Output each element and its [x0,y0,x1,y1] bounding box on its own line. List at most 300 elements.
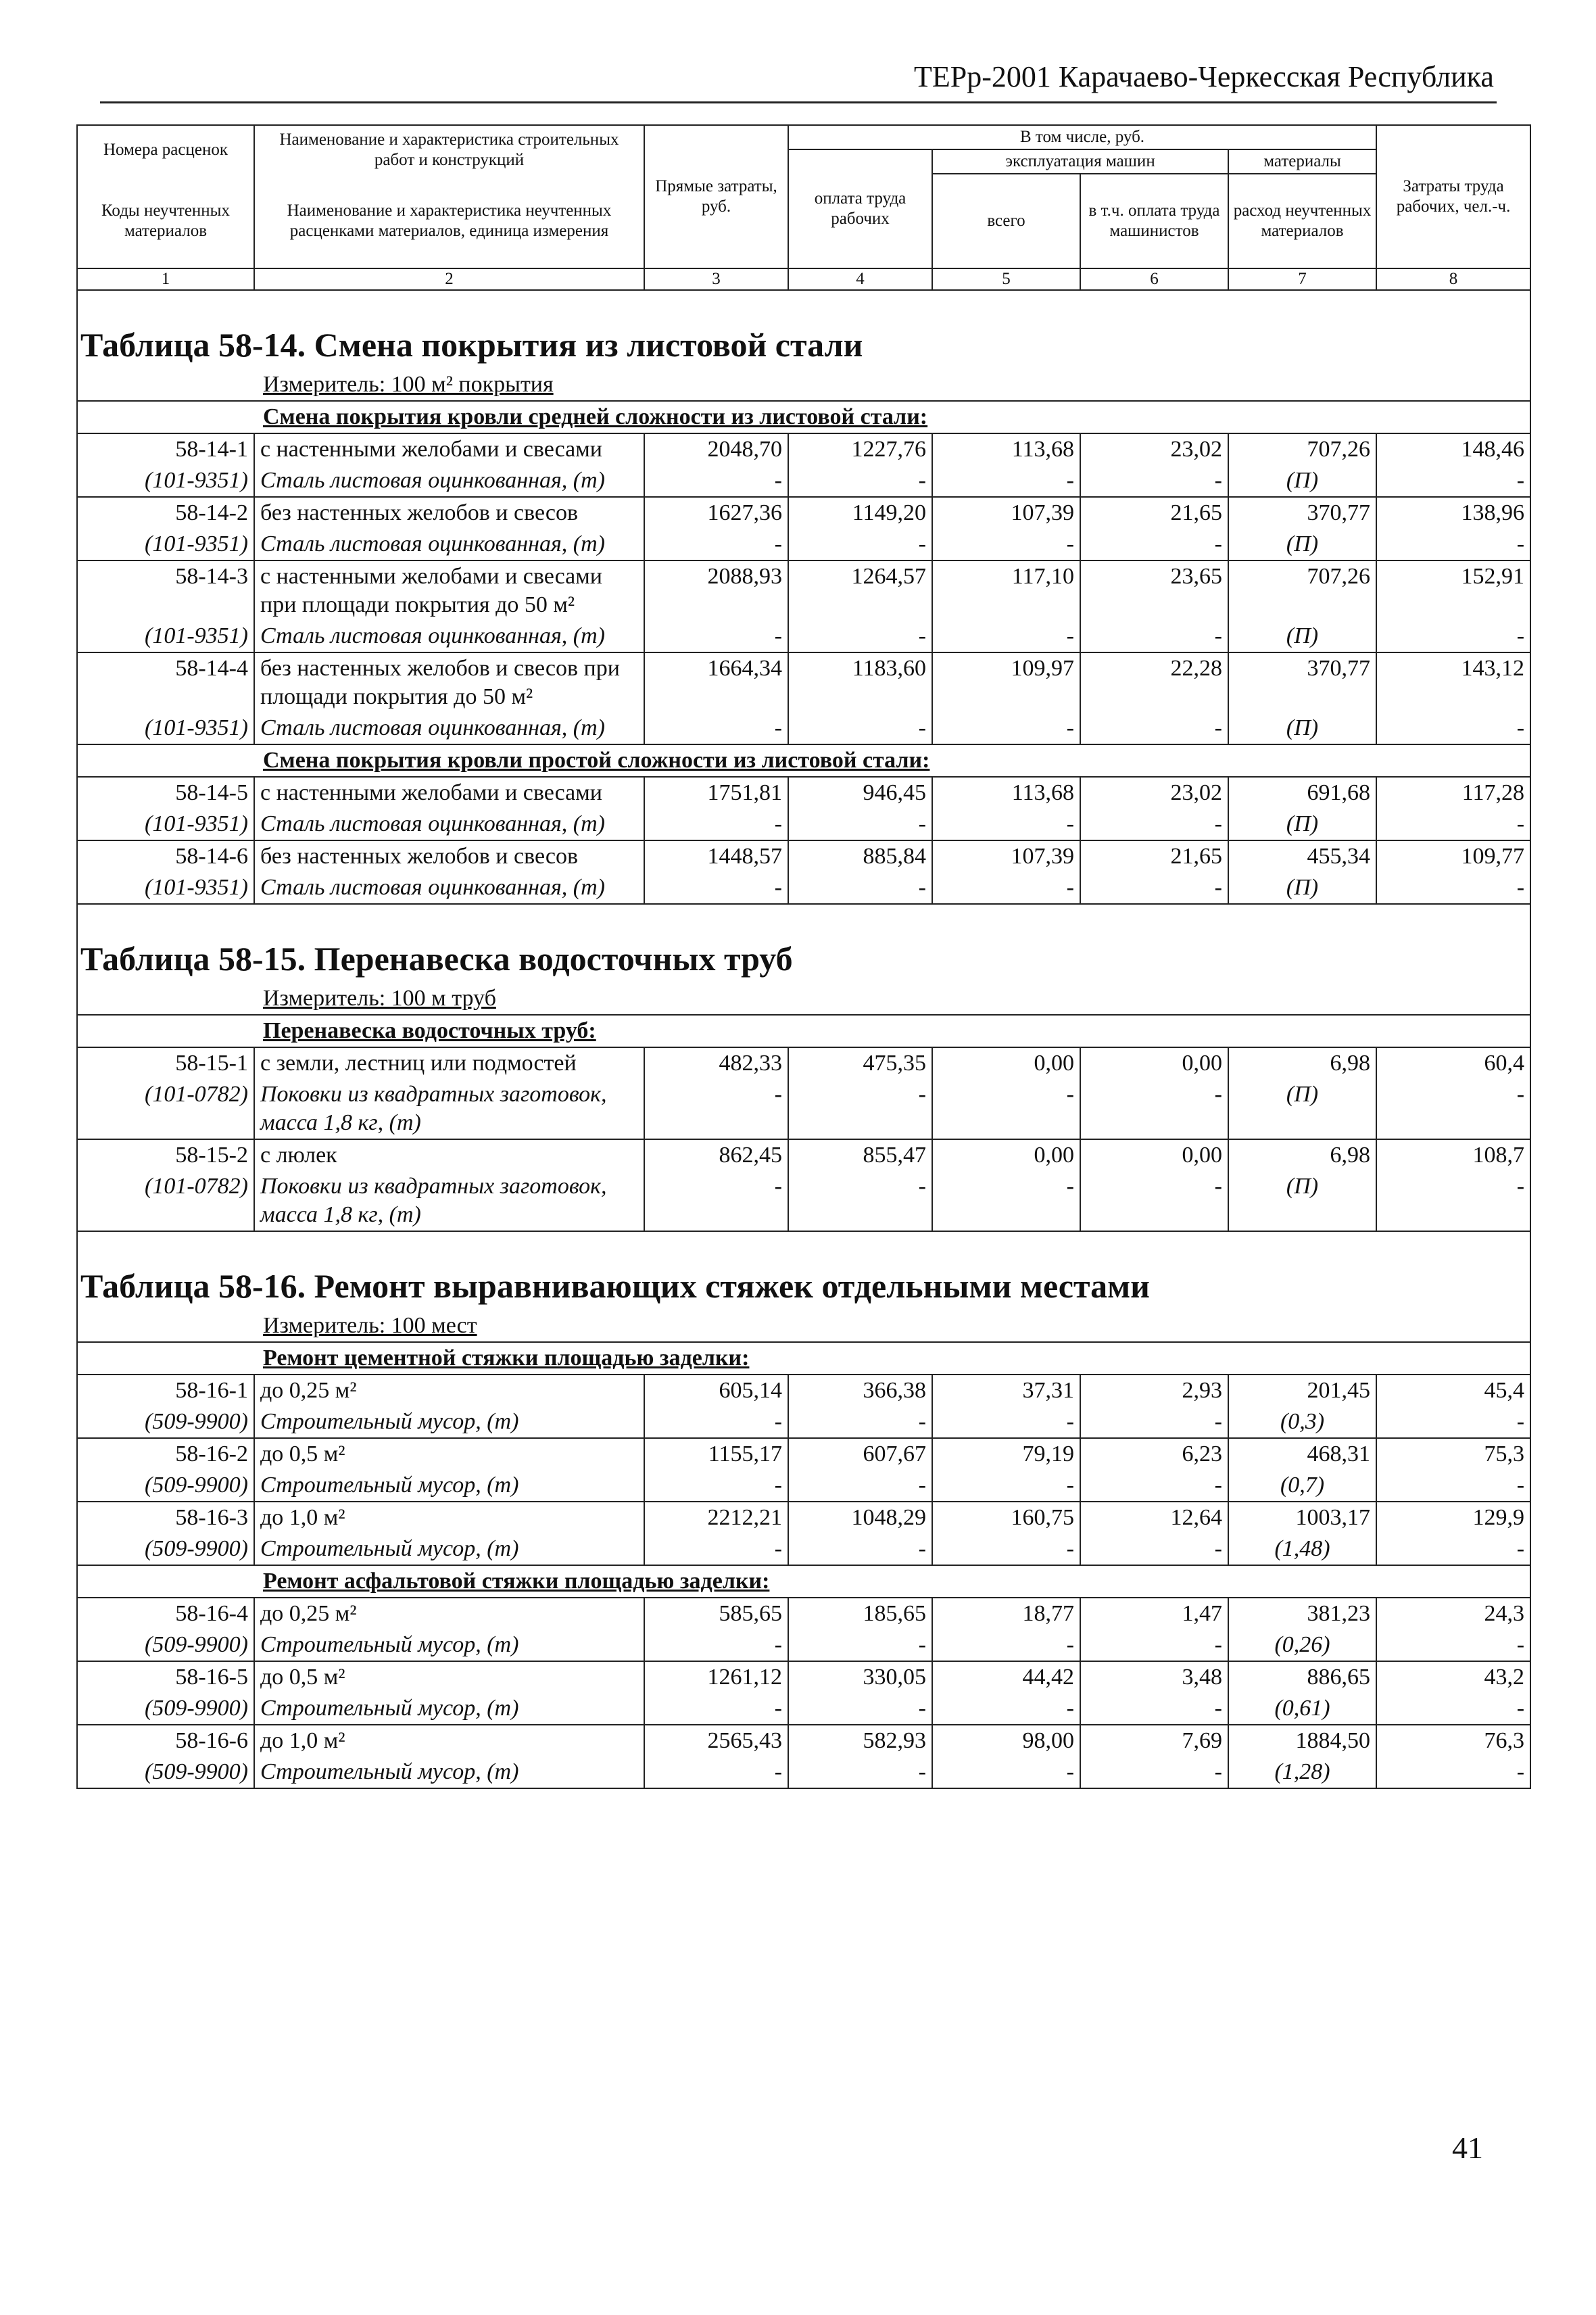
material-name: Сталь листовая оцинкованная, (т) [254,713,644,744]
material-direct: - [644,621,788,652]
rate-row [77,433,1530,465]
page-number: 41 [1452,2130,1483,2165]
material-direct: - [644,872,788,904]
rate-materials: 1003,17 [1228,1502,1376,1533]
rate-machines: 109,97 [932,652,1080,713]
rate-labor: 582,93 [788,1725,932,1757]
material-code: (101-9351) [77,621,254,652]
rate-labor: 946,45 [788,777,932,809]
rate-direct: 2088,93 [644,560,788,621]
section-heading-cell [77,1565,1530,1598]
col-number: 1 [77,268,254,290]
material-name: Строительный мусор, (т) [254,1470,644,1502]
rate-materials: 1884,50 [1228,1725,1376,1757]
rate-direct: 1448,57 [644,840,788,872]
section-heading: Ремонт асфальтовой стяжки площадью заделки: [263,1569,770,1594]
section-heading-row [77,1342,1530,1375]
rate-labor: 1264,57 [788,560,932,621]
rate-materials: 6,98 [1228,1139,1376,1171]
material-direct: - [644,465,788,497]
material-code: (509-9900) [77,1693,254,1725]
rate-labor-hours: 43,2 [1376,1661,1530,1693]
rate-machines: 0,00 [932,1047,1080,1079]
material-consumption: (П) [1228,465,1376,497]
rate-labor: 475,35 [788,1047,932,1079]
material-machines: - [932,1406,1080,1438]
rate-labor-hours: 143,12 [1376,652,1530,713]
material-labor: - [788,1533,932,1565]
rate-machines-labor: 3,48 [1080,1661,1228,1693]
rate-machines-labor: 12,64 [1080,1502,1228,1533]
table-unit: Измеритель: 100 мест [263,1313,477,1338]
rate-labor: 885,84 [788,840,932,872]
material-row [77,529,1530,560]
rate-machines: 113,68 [932,433,1080,465]
material-direct: - [644,1171,788,1231]
material-consumption: (П) [1228,1079,1376,1139]
material-consumption: (П) [1228,713,1376,744]
material-name: Строительный мусор, (т) [254,1406,644,1438]
rate-direct: 1627,36 [644,497,788,529]
material-consumption: (0,26) [1228,1629,1376,1661]
header-rule [100,101,1497,103]
material-row [77,621,1530,652]
table-unit: Измеритель: 100 м² покрытия [263,372,554,397]
col-number: 2 [254,268,644,290]
material-consumption: (0,3) [1228,1406,1376,1438]
material-labor-hours: - [1376,1470,1530,1502]
table-unit-row [77,1310,1530,1342]
material-code: (509-9900) [77,1470,254,1502]
material-machines-labor: - [1080,1079,1228,1139]
rate-direct: 482,33 [644,1047,788,1079]
rate-labor-hours: 60,4 [1376,1047,1530,1079]
rate-name: без настенных желобов и свесов при площади покрытия до 50 м² [254,652,644,713]
material-name: Сталь листовая оцинкованная, (т) [254,621,644,652]
rate-materials: 201,45 [1228,1375,1376,1406]
rate-row [77,840,1530,872]
col-labor-pay: оплата труда рабочих [788,149,932,268]
rate-row [77,1502,1530,1533]
material-machines-labor: - [1080,713,1228,744]
rate-labor: 1048,29 [788,1502,932,1533]
col-labor-cost: Затраты труда рабочих, чел.-ч. [1376,125,1530,268]
rate-code: 58-16-4 [77,1598,254,1629]
rate-row [77,1725,1530,1757]
rate-code: 58-16-2 [77,1438,254,1470]
material-code: (101-9351) [77,465,254,497]
rate-machines: 18,77 [932,1598,1080,1629]
material-consumption: (1,28) [1228,1757,1376,1788]
rate-machines: 0,00 [932,1139,1080,1171]
rate-machines-labor: 21,65 [1080,497,1228,529]
material-machines: - [932,809,1080,840]
material-labor-hours: - [1376,713,1530,744]
rate-row [77,652,1530,713]
material-name: Сталь листовая оцинкованная, (т) [254,465,644,497]
material-direct: - [644,1629,788,1661]
rate-materials: 370,77 [1228,652,1376,713]
rate-code: 58-15-1 [77,1047,254,1079]
section-heading: Перенавеска водосточных труб: [263,1018,596,1043]
material-code: (101-9351) [77,872,254,904]
material-name: Сталь листовая оцинкованная, (т) [254,809,644,840]
section-heading-row [77,1565,1530,1598]
rate-materials: 6,98 [1228,1047,1376,1079]
rate-labor: 1183,60 [788,652,932,713]
rate-labor: 1227,76 [788,433,932,465]
material-machines: - [932,1171,1080,1231]
rate-row [77,1661,1530,1693]
material-row [77,1533,1530,1565]
section-heading-cell [77,744,1530,777]
rate-name: с настенными желобами и свесами [254,777,644,809]
rate-name: с настенными желобами и свесами при площади покрытия до 50 м² [254,560,644,621]
rate-row [77,560,1530,621]
material-machines: - [932,621,1080,652]
rate-labor-hours: 117,28 [1376,777,1530,809]
col-number: 8 [1376,268,1530,290]
material-row [77,1693,1530,1725]
material-consumption: (П) [1228,529,1376,560]
section-heading-cell [77,1342,1530,1375]
material-row [77,809,1530,840]
rate-code: 58-16-5 [77,1661,254,1693]
material-direct: - [644,1533,788,1565]
material-labor-hours: - [1376,809,1530,840]
material-consumption: (0,61) [1228,1693,1376,1725]
table-unit: Измеритель: 100 м труб [263,986,496,1011]
col-materials-unaccounted: расход неучтенных материалов [1228,174,1376,268]
material-row [77,465,1530,497]
rate-code: 58-15-2 [77,1139,254,1171]
rate-materials: 691,68 [1228,777,1376,809]
material-labor-hours: - [1376,1171,1530,1231]
material-labor: - [788,1693,932,1725]
rate-machines: 98,00 [932,1725,1080,1757]
section-heading: Смена покрытия кровли простой сложности из листовой стали: [263,748,930,773]
rate-name: без настенных желобов и свесов [254,497,644,529]
material-machines-labor: - [1080,1406,1228,1438]
material-machines: - [932,1533,1080,1565]
rate-machines: 44,42 [932,1661,1080,1693]
rate-name: с настенными желобами и свесами [254,433,644,465]
material-consumption: (0,7) [1228,1470,1376,1502]
section-heading-cell [77,401,1530,433]
rate-name: до 0,25 м² [254,1598,644,1629]
rate-name: до 0,5 м² [254,1438,644,1470]
rate-labor: 330,05 [788,1661,932,1693]
rate-direct: 2048,70 [644,433,788,465]
material-labor-hours: - [1376,1406,1530,1438]
rate-labor: 855,47 [788,1139,932,1171]
table-unit-cell [77,369,1530,401]
table-title-row [77,904,1530,983]
material-labor-hours: - [1376,529,1530,560]
material-machines-labor: - [1080,1629,1228,1661]
material-direct: - [644,1757,788,1788]
section-heading-cell [77,1015,1530,1047]
material-row [77,713,1530,744]
material-direct: - [644,529,788,560]
material-labor: - [788,713,932,744]
rate-direct: 2212,21 [644,1502,788,1533]
table-title: Таблица 58-16. Ремонт выравнивающих стяжек отдельными местами [77,1231,1530,1310]
material-row [77,872,1530,904]
rate-labor-hours: 76,3 [1376,1725,1530,1757]
rate-machines-labor: 6,23 [1080,1438,1228,1470]
rate-name: с земли, лестниц или подмостей [254,1047,644,1079]
rate-name: до 0,25 м² [254,1375,644,1406]
rate-materials: 886,65 [1228,1661,1376,1693]
rate-code: 58-14-5 [77,777,254,809]
material-machines-labor: - [1080,621,1228,652]
material-name: Сталь листовая оцинкованная, (т) [254,872,644,904]
rate-labor: 366,38 [788,1375,932,1406]
rate-direct: 1664,34 [644,652,788,713]
rate-row [77,1598,1530,1629]
material-consumption: (П) [1228,872,1376,904]
rate-direct: 862,45 [644,1139,788,1171]
table-title-row [77,290,1530,369]
table-unit-row [77,983,1530,1015]
rate-machines-labor: 0,00 [1080,1139,1228,1171]
table-unit-cell [77,1310,1530,1342]
rate-materials: 707,26 [1228,560,1376,621]
material-row [77,1470,1530,1502]
material-machines: - [932,1629,1080,1661]
material-labor: - [788,465,932,497]
material-row [77,1629,1530,1661]
material-direct: - [644,1406,788,1438]
material-name: Поковки из квадратных заготовок, масса 1,8 кг, (т) [254,1171,644,1231]
material-machines-labor: - [1080,529,1228,560]
material-code: (101-9351) [77,809,254,840]
rate-code: 58-14-4 [77,652,254,713]
material-row [77,1757,1530,1788]
material-name: Строительный мусор, (т) [254,1533,644,1565]
rate-row [77,497,1530,529]
material-labor: - [788,1406,932,1438]
rate-machines-labor: 2,93 [1080,1375,1228,1406]
material-consumption: (1,48) [1228,1533,1376,1565]
material-machines-labor: - [1080,1533,1228,1565]
rate-direct: 1751,81 [644,777,788,809]
material-code: (509-9900) [77,1757,254,1788]
col-number: 5 [932,268,1080,290]
col-number: 4 [788,268,932,290]
material-labor: - [788,1757,932,1788]
material-machines: - [932,1470,1080,1502]
material-machines-labor: - [1080,872,1228,904]
col-materials: материалы [1228,149,1376,174]
material-machines: - [932,1693,1080,1725]
material-consumption: (П) [1228,809,1376,840]
header-row-1 [77,125,1530,149]
rate-direct: 1155,17 [644,1438,788,1470]
rate-labor: 1149,20 [788,497,932,529]
section-heading: Смена покрытия кровли средней сложности из листовой стали: [263,404,928,429]
rate-direct: 605,14 [644,1375,788,1406]
rate-row [77,1375,1530,1406]
material-labor: - [788,529,932,560]
col-incl: В том числе, руб. [788,125,1376,149]
material-labor: - [788,1171,932,1231]
material-direct: - [644,1079,788,1139]
col-direct: Прямые затраты, руб. [644,125,788,268]
material-machines-labor: - [1080,1693,1228,1725]
col-number: 7 [1228,268,1376,290]
rate-row [77,1438,1530,1470]
col-code-top: Номера расценок [77,125,254,174]
rate-labor-hours: 75,3 [1376,1438,1530,1470]
rate-machines-labor: 7,69 [1080,1725,1228,1757]
col-machines-total: всего [932,174,1080,268]
rate-code: 58-14-2 [77,497,254,529]
rate-labor-hours: 152,91 [1376,560,1530,621]
material-machines: - [932,713,1080,744]
rate-labor-hours: 45,4 [1376,1375,1530,1406]
rate-machines: 107,39 [932,840,1080,872]
material-labor-hours: - [1376,1629,1530,1661]
material-labor-hours: - [1376,872,1530,904]
table-unit-row [77,369,1530,401]
section-heading-row [77,401,1530,433]
material-name: Поковки из квадратных заготовок, масса 1,8 кг, (т) [254,1079,644,1139]
rate-code: 58-16-3 [77,1502,254,1533]
rate-machines-labor: 21,65 [1080,840,1228,872]
rate-machines-labor: 23,02 [1080,777,1228,809]
material-labor: - [788,1629,932,1661]
rate-materials: 455,34 [1228,840,1376,872]
material-code: (101-9351) [77,713,254,744]
rate-direct: 2565,43 [644,1725,788,1757]
rate-materials: 468,31 [1228,1438,1376,1470]
material-labor: - [788,621,932,652]
rate-code: 58-14-6 [77,840,254,872]
rate-machines: 113,68 [932,777,1080,809]
rate-machines-labor: 1,47 [1080,1598,1228,1629]
col-number: 6 [1080,268,1228,290]
rate-labor-hours: 148,46 [1376,433,1530,465]
material-row [77,1079,1530,1139]
material-direct: - [644,1693,788,1725]
material-code: (101-9351) [77,529,254,560]
material-code: (509-9900) [77,1629,254,1661]
rate-name: до 0,5 м² [254,1661,644,1693]
rate-labor-hours: 138,96 [1376,497,1530,529]
material-machines: - [932,1757,1080,1788]
rate-machines: 37,31 [932,1375,1080,1406]
page-header: ТЕРр-2001 Карачаево-Черкесская Республика [914,60,1494,93]
rate-name: с люлек [254,1139,644,1171]
section-heading-row [77,744,1530,777]
material-labor-hours: - [1376,1079,1530,1139]
material-machines-labor: - [1080,1171,1228,1231]
section-heading: Ремонт цементной стяжки площадью заделки: [263,1345,750,1370]
col-machines-labor: в т.ч. оплата труда машинистов [1080,174,1228,268]
rate-materials: 370,77 [1228,497,1376,529]
rate-code: 58-14-3 [77,560,254,621]
rate-name: без настенных желобов и свесов [254,840,644,872]
material-direct: - [644,809,788,840]
rate-machines-labor: 23,02 [1080,433,1228,465]
table-title-row [77,1231,1530,1310]
section-heading-row [77,1015,1530,1047]
col-name-bottom: Наименование и характеристика неучтенных расценками материалов, единица измерения [254,174,644,268]
material-machines-labor: - [1080,465,1228,497]
material-machines: - [932,465,1080,497]
material-name: Строительный мусор, (т) [254,1629,644,1661]
material-machines: - [932,1079,1080,1139]
material-labor-hours: - [1376,1533,1530,1565]
material-consumption: (П) [1228,1171,1376,1231]
col-machines: эксплуатация машин [932,149,1228,174]
rate-code: 58-16-1 [77,1375,254,1406]
col-name-top: Наименование и характеристика строительных работ и конструкций [254,125,644,174]
material-labor-hours: - [1376,1693,1530,1725]
col-number: 3 [644,268,788,290]
table-body [77,125,1530,1788]
rate-name: до 1,0 м² [254,1502,644,1533]
material-machines-labor: - [1080,1470,1228,1502]
material-labor-hours: - [1376,465,1530,497]
rate-name: до 1,0 м² [254,1725,644,1757]
rate-machines: 117,10 [932,560,1080,621]
table-unit-cell [77,983,1530,1015]
material-code: (101-0782) [77,1171,254,1231]
material-code: (101-0782) [77,1079,254,1139]
material-labor: - [788,1079,932,1139]
rate-labor: 185,65 [788,1598,932,1629]
rate-row [77,1047,1530,1079]
rate-labor-hours: 129,9 [1376,1502,1530,1533]
material-direct: - [644,713,788,744]
material-row [77,1406,1530,1438]
material-labor-hours: - [1376,621,1530,652]
material-code: (509-9900) [77,1406,254,1438]
rate-row [77,1139,1530,1171]
table-title: Таблица 58-14. Смена покрытия из листовой стали [77,290,1530,369]
material-machines: - [932,529,1080,560]
rate-code: 58-16-6 [77,1725,254,1757]
material-labor: - [788,872,932,904]
material-machines-labor: - [1080,809,1228,840]
material-machines-labor: - [1080,1757,1228,1788]
material-labor: - [788,809,932,840]
rate-machines-labor: 22,28 [1080,652,1228,713]
table-title: Таблица 58-15. Перенавеска водосточных труб [77,904,1530,983]
material-direct: - [644,1470,788,1502]
rate-labor-hours: 109,77 [1376,840,1530,872]
rate-labor-hours: 108,7 [1376,1139,1530,1171]
rates-table [76,124,1531,1789]
material-labor: - [788,1470,932,1502]
rate-machines: 107,39 [932,497,1080,529]
material-labor-hours: - [1376,1757,1530,1788]
rate-materials: 381,23 [1228,1598,1376,1629]
material-name: Сталь листовая оцинкованная, (т) [254,529,644,560]
material-row [77,1171,1530,1231]
rate-labor-hours: 24,3 [1376,1598,1530,1629]
rate-direct: 1261,12 [644,1661,788,1693]
rate-row [77,777,1530,809]
rate-machines-labor: 0,00 [1080,1047,1228,1079]
material-consumption: (П) [1228,621,1376,652]
material-machines: - [932,872,1080,904]
rate-machines: 160,75 [932,1502,1080,1533]
rate-direct: 585,65 [644,1598,788,1629]
